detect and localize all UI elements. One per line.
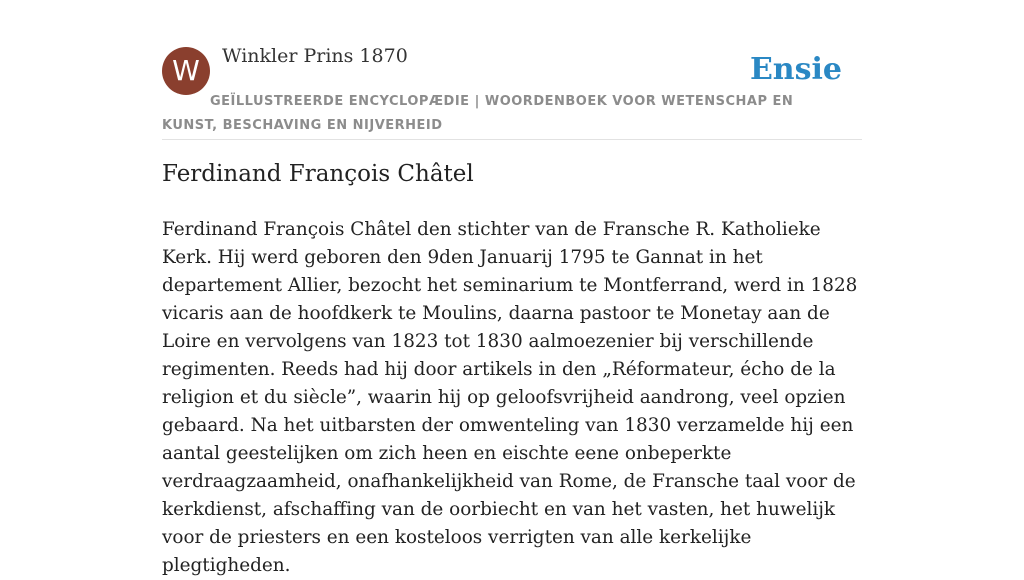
source-title[interactable]: Winkler Prins 1870 xyxy=(222,45,408,67)
avatar-letter: W xyxy=(172,54,200,87)
source-subtitle: GEÏLLUSTREERDE ENCYCLOPÆDIE | WOORDENBOEK VOOR WETENSCHAP EN KUNST, BESCHAVING EN NIJVERHEID xyxy=(162,94,794,133)
article-title: Ferdinand François Châtel xyxy=(162,161,474,187)
article-body: Ferdinand François Châtel den stichter van de Fransche R. Katholieke Kerk. Hij werd geboren den 9den Januarij 1795 te Gannat in het departement Allier, bezocht het seminarium te Montferrand, werd in 1828 vicaris aan de hoofdkerk te Moulins, daarna pastoor te Monetay aan de Loire en vervolgens van 1823 tot 1830 aalmoezenier bij verschillende regimenten. Reeds had hij door artikels in den „Réformateur, écho de la religion et du siècle”, waarin hij op geloofsvrijheid aandrong, veel opzien gebaard. Na het uitbarsten der omwenteling van 1830 verzamelde hij een aantal geestelijken om zich heen en eischte eene onbeperkte verdraagzaamheid, onafhankelijkheid van Rome, de Fransche taal voor de kerkdienst, afschaffing van de oorbiecht en van het vasten, het huwelijk voor de priesters en een kosteloos verrigten van alle kerkelijke plegtigheden. xyxy=(162,219,858,576)
header-divider xyxy=(162,139,862,140)
ensie-logo-link[interactable]: Ensie xyxy=(749,52,842,87)
source-avatar[interactable] xyxy=(162,47,210,95)
